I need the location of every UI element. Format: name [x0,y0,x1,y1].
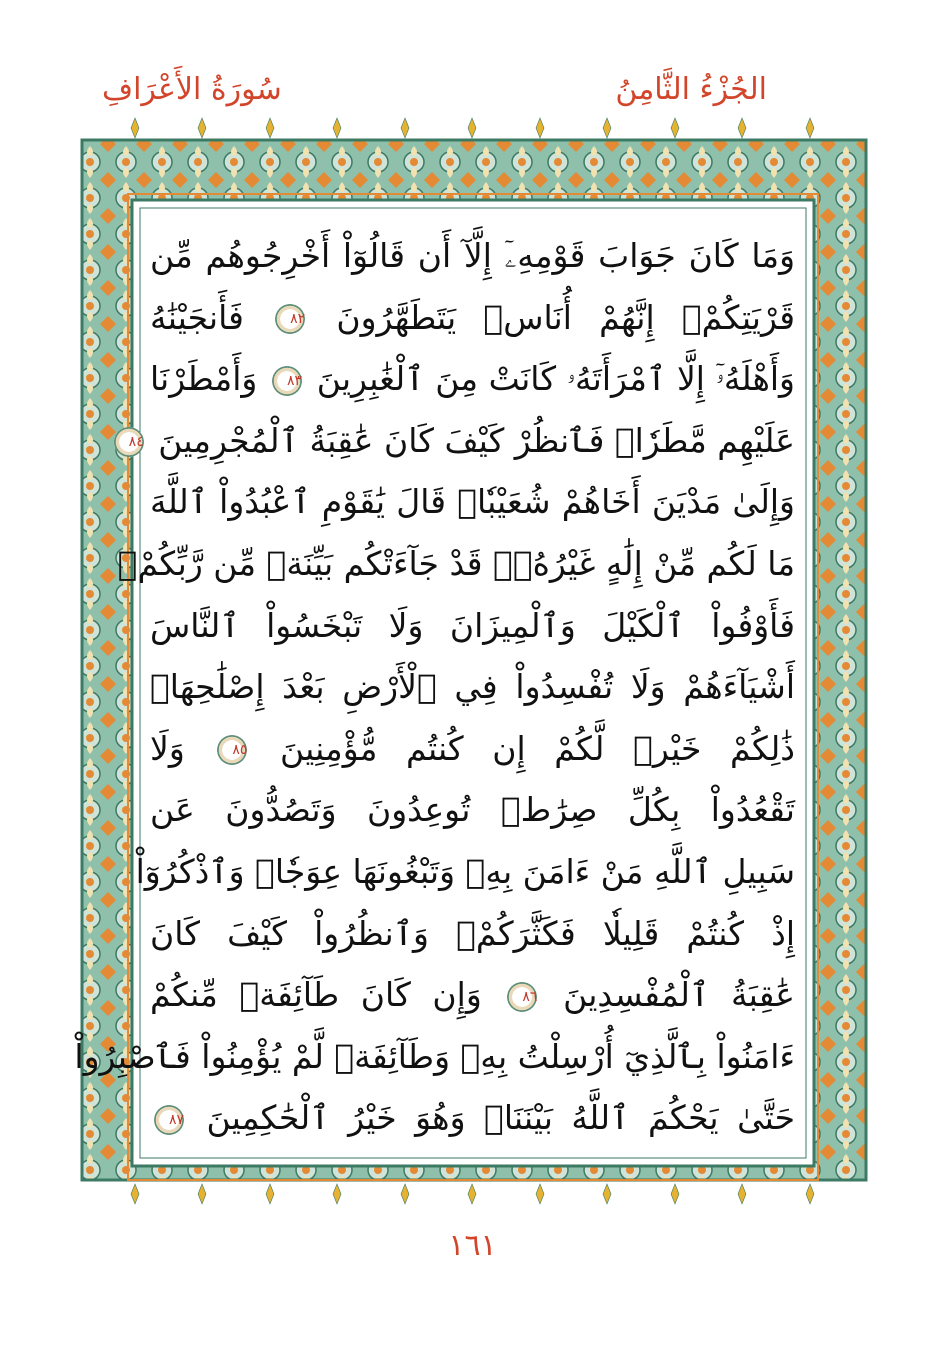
ayah-marker: ٨٤ [114,427,144,457]
line-text-after: فَأَنجَيْنَٰهُ [150,297,244,337]
ayah-marker: ٨٢ [275,304,305,334]
line-text: عَلَيْهِم مَّطَرٗاۖ فَٱنظُرْ كَيْفَ كَانَ عَٰقِبَةُ ٱلْمُجْرِمِينَ [158,420,795,460]
text-line-7 [150,595,795,657]
text-line-11 [135,841,795,903]
line-text: سَبِيلِ ٱللَّهِ مَنْ ءَامَنَ بِهِۦ وَتَبْغُونَهَا عِوَجٗاۚ وَٱذْكُرُوٓاْ [135,851,795,891]
line-text-after: وَلَا [150,728,185,768]
line-text-after: وَأَمْطَرْنَا [150,359,258,399]
text-line-8 [150,656,795,718]
text-line-2 [150,287,795,349]
line-text: وَإِلَىٰ مَدْيَنَ أَخَاهُمْ شُعَيْبٗاۚ قَالَ يَٰقَوْمِ ٱعْبُدُواْ ٱللَّهَ [150,482,795,522]
line-text: تَقْعُدُواْ بِكُلِّ صِرَٰطٖ تُوعِدُونَ وَتَصُدُّونَ عَن [150,790,795,830]
line-text: فَأَوْفُواْ ٱلْكَيْلَ وَٱلْمِيزَانَ وَلَا تَبْخَسُواْ ٱلنَّاسَ [150,605,795,645]
juz-heading: الجُزْءُ الثَّامِنُ [615,72,767,107]
line-text: ءَامَنُواْ بِٱلَّذِيٓ أُرْسِلْتُ بِهِۦ وَطَآئِفَةٞ لَّمْ يُؤْمِنُواْ فَٱصْبِرُواْ [74,1036,795,1076]
text-line-12 [150,903,795,965]
text-line-4 [128,410,795,472]
ayah-marker: ٨٦ [507,982,537,1012]
line-text-after: وَإِن كَانَ طَآئِفَةٞ مِّنكُمْ [150,975,482,1015]
text-line-13 [150,964,795,1026]
text-line-14 [74,1026,795,1088]
text-line-10 [150,779,795,841]
line-text: حَتَّىٰ يَحْكُمَ ٱللَّهُ بَيْنَنَاۚ وَهُوَ خَيْرُ ٱلْحَٰكِمِينَ [206,1098,795,1138]
line-text: وَمَا كَانَ جَوَابَ قَوْمِهِۦٓ إِلَّآ أَن قَالُوٓاْ أَخْرِجُوهُم مِّن [150,236,795,275]
surah-heading: سُورَةُ الأَعْرَافِ [102,72,282,107]
text-line-9 [150,718,795,780]
text-line-3 [150,348,795,410]
line-text: وَأَهْلَهُۥٓ إِلَّا ٱمْرَأَتَهُۥ كَانَتْ مِنَ ٱلْغَٰبِرِينَ [316,359,795,399]
text-line-5 [150,471,795,533]
line-text: عَٰقِبَةُ ٱلْمُفْسِدِينَ [563,975,795,1015]
ayah-marker: ٨٥ [217,735,247,765]
ayah-marker: ٨٣ [272,366,302,396]
line-text: أَشْيَآءَهُمْ وَلَا تُفْسِدُواْ فِي ٱلْأَرْضِ بَعْدَ إِصْلَٰحِهَاۚ [150,667,795,707]
ayah-marker: ٨٧ [154,1105,184,1135]
text-line-6 [117,533,795,595]
line-text: مَا لَكُم مِّنْ إِلَٰهٍ غَيْرُهُۥۖ قَدْ جَآءَتْكُم بَيِّنَةٞ مِّن رَّبِّكُمْۖ [117,543,795,583]
quran-text [74,225,795,1150]
text-line-1 [150,225,795,287]
line-text: ذَٰلِكُمْ خَيْرٞ لَّكُمْ إِن كُنتُم مُّؤْمِنِينَ [279,728,795,768]
text-line-15 [150,1087,795,1149]
page-number: ١٦١ [448,1228,497,1263]
line-text: قَرْيَتِكُمْۖ إِنَّهُمْ أُنَاسٞ يَتَطَهَّرُونَ [336,297,795,337]
line-text: إِذْ كُنتُمْ قَلِيلٗا فَكَثَّرَكُمْۖ وَٱنظُرُواْ كَيْفَ كَانَ [150,913,795,953]
